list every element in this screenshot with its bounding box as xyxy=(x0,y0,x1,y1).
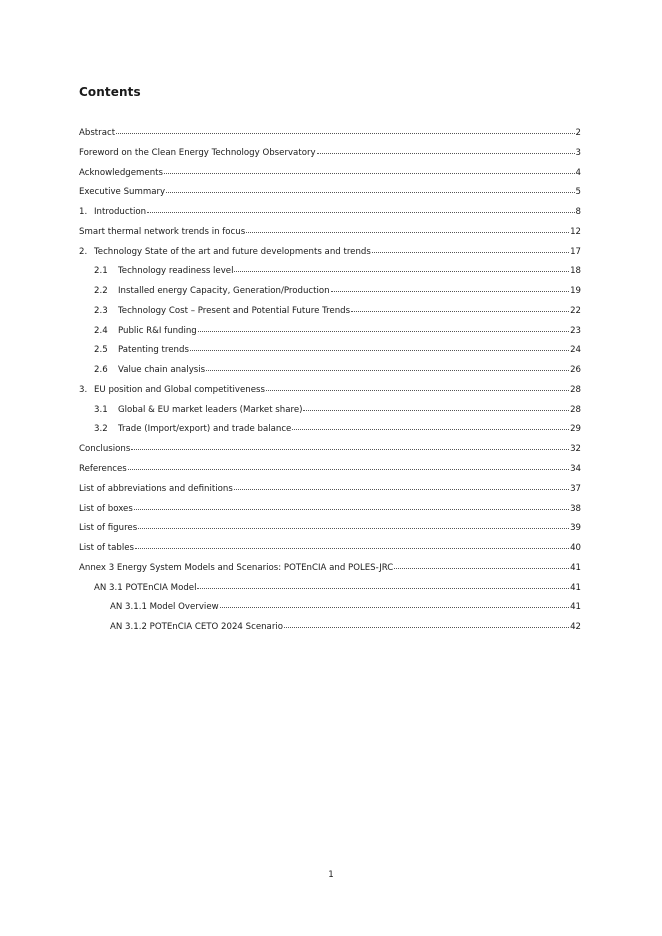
toc-entry-title[interactable]: Value chain analysis xyxy=(118,365,206,376)
contents-heading: Contents xyxy=(79,85,141,99)
toc-dot-leader xyxy=(206,370,569,371)
toc-entry[interactable] xyxy=(79,462,581,482)
toc-entry-title[interactable]: Executive Summary xyxy=(79,187,166,198)
toc-entry-title[interactable]: Foreword on the Clean Energy Technology Observatory xyxy=(79,147,316,158)
toc-dot-leader xyxy=(266,390,569,391)
toc-entry-page[interactable]: 4 xyxy=(575,167,581,178)
toc-dot-leader xyxy=(234,489,569,490)
toc-entry-title[interactable]: Technology Cost – Present and Potential Future Trends xyxy=(118,305,351,316)
toc-dot-leader xyxy=(164,173,575,174)
toc-entry-title[interactable]: Installed energy Capacity, Generation/Production xyxy=(118,286,330,297)
toc-entry[interactable] xyxy=(79,363,581,383)
toc-entry[interactable] xyxy=(79,422,581,442)
toc-entry-page[interactable]: 38 xyxy=(570,503,581,514)
toc-entry-number: 2.1 xyxy=(94,266,108,277)
toc-entry-title[interactable]: Trade (Import/export) and trade balance xyxy=(118,424,292,435)
toc-entry-title[interactable]: Global & EU market leaders (Market share) xyxy=(118,404,303,415)
toc-entry[interactable] xyxy=(79,185,581,205)
toc-entry-number: 2.2 xyxy=(94,286,108,297)
toc-entry-page[interactable]: 19 xyxy=(570,286,581,297)
toc-entry-page[interactable]: 34 xyxy=(570,464,581,475)
toc-dot-leader xyxy=(292,429,569,430)
toc-entry-page[interactable]: 12 xyxy=(570,226,581,237)
toc-dot-leader xyxy=(166,192,574,193)
toc-entry-page[interactable]: 28 xyxy=(570,384,581,395)
toc-entry-title[interactable]: Patenting trends xyxy=(118,345,189,356)
toc-entry-number: 3. xyxy=(79,384,88,395)
toc-dot-leader xyxy=(394,568,569,569)
toc-entry-page[interactable]: 17 xyxy=(570,246,581,257)
toc-entry-number: 2.4 xyxy=(94,325,108,336)
toc-entry-page[interactable]: 23 xyxy=(570,325,581,336)
toc-entry-title[interactable]: AN 3.1 POTEnCIA Model xyxy=(94,582,197,593)
toc-entry-title[interactable]: Conclusions xyxy=(79,444,131,455)
toc-entry-page[interactable]: 32 xyxy=(570,444,581,455)
toc-entry-page[interactable]: 41 xyxy=(570,602,581,613)
toc-entry[interactable] xyxy=(79,561,581,581)
toc-dot-leader xyxy=(317,153,575,154)
toc-entry-title[interactable]: List of boxes xyxy=(79,503,133,514)
toc-entry-title[interactable]: EU position and Global competitiveness xyxy=(94,384,265,395)
toc-entry[interactable] xyxy=(79,482,581,502)
toc-dot-leader xyxy=(284,627,569,628)
toc-entry-title[interactable]: List of abbreviations and definitions xyxy=(79,483,233,494)
toc-entry-page[interactable]: 42 xyxy=(570,622,581,633)
toc-entry-page[interactable]: 26 xyxy=(570,365,581,376)
toc-entry-page[interactable]: 41 xyxy=(570,562,581,573)
toc-entry-title[interactable]: List of tables xyxy=(79,543,135,554)
toc-entry-page[interactable]: 22 xyxy=(570,305,581,316)
toc-entry-page[interactable]: 28 xyxy=(570,404,581,415)
toc-dot-leader xyxy=(138,528,569,529)
toc-entry-title[interactable]: Introduction xyxy=(94,207,147,218)
toc-entry[interactable] xyxy=(79,600,581,620)
toc-entry-page[interactable]: 18 xyxy=(570,266,581,277)
toc-entry-title[interactable]: References xyxy=(79,464,127,475)
toc-entry[interactable] xyxy=(79,541,581,561)
toc-dot-leader xyxy=(190,350,569,351)
toc-entry-page[interactable]: 3 xyxy=(575,147,581,158)
toc-entry[interactable] xyxy=(79,205,581,225)
page-number: 1 xyxy=(328,870,334,880)
toc-entry[interactable] xyxy=(79,146,581,166)
toc-entry-page[interactable]: 37 xyxy=(570,483,581,494)
toc-dot-leader xyxy=(372,252,569,253)
toc-entry[interactable] xyxy=(79,502,581,522)
toc-entry[interactable] xyxy=(79,304,581,324)
toc-entry-number: 2.5 xyxy=(94,345,108,356)
toc-entry[interactable] xyxy=(79,620,581,640)
toc-dot-leader xyxy=(128,469,569,470)
toc-dot-leader xyxy=(303,410,569,411)
toc-dot-leader xyxy=(134,509,569,510)
toc-entry-title[interactable]: Technology State of the art and future developments and trends xyxy=(94,246,371,257)
toc-entry-page[interactable]: 41 xyxy=(570,582,581,593)
toc-entry[interactable] xyxy=(79,324,581,344)
toc-entry-title[interactable]: List of figures xyxy=(79,523,138,534)
toc-entry[interactable] xyxy=(79,245,581,265)
toc-entry-title[interactable]: Public R&I funding xyxy=(118,325,197,336)
toc-entry-page[interactable]: 39 xyxy=(570,523,581,534)
toc-entry-title[interactable]: Smart thermal network trends in focus xyxy=(79,226,246,237)
toc-dot-leader xyxy=(351,311,569,312)
toc-entry[interactable] xyxy=(79,284,581,304)
toc-entry[interactable] xyxy=(79,383,581,403)
toc-entry-title[interactable]: AN 3.1.1 Model Overview xyxy=(110,602,219,613)
toc-entry-number: 2. xyxy=(79,246,88,257)
toc-entry-number: 1. xyxy=(79,207,88,218)
toc-entry-number: 3.1 xyxy=(94,404,108,415)
toc-entry-number: 2.6 xyxy=(94,365,108,376)
toc-dot-leader xyxy=(147,212,574,213)
toc-dot-leader xyxy=(234,271,569,272)
toc-entry[interactable] xyxy=(79,166,581,186)
toc-entry-title[interactable]: AN 3.1.2 POTEnCIA CETO 2024 Scenario xyxy=(110,622,283,633)
toc-entry-number: 3.2 xyxy=(94,424,108,435)
toc-entry-number: 2.3 xyxy=(94,305,108,316)
toc-entry[interactable] xyxy=(79,403,581,423)
toc-entry-page[interactable]: 5 xyxy=(575,187,581,198)
toc-dot-leader xyxy=(198,331,569,332)
toc-dot-leader xyxy=(135,548,569,549)
toc-entry-title[interactable]: Technology readiness level xyxy=(118,266,234,277)
toc-entry-page[interactable]: 2 xyxy=(575,128,581,138)
toc-dot-leader xyxy=(220,607,569,608)
toc-entry[interactable] xyxy=(79,225,581,245)
toc-entry-page[interactable]: 24 xyxy=(570,345,581,356)
toc-entry[interactable] xyxy=(79,581,581,601)
toc-entry[interactable] xyxy=(79,521,581,541)
toc-entry[interactable] xyxy=(79,126,581,146)
toc-dot-leader xyxy=(131,449,569,450)
toc-entry-title[interactable]: Acknowledgements xyxy=(79,167,163,178)
toc-dot-leader xyxy=(116,133,574,134)
toc-dot-leader xyxy=(246,232,569,233)
toc-entry-page[interactable]: 29 xyxy=(570,424,581,435)
toc-entry-page[interactable]: 8 xyxy=(575,207,581,218)
toc-dot-leader xyxy=(331,291,569,292)
toc-entry-title[interactable]: Abstract xyxy=(79,128,116,138)
toc-entry-title[interactable]: Annex 3 Energy System Models and Scenarios: POTEnCIA and POLES-JRC xyxy=(79,562,394,573)
toc-dot-leader xyxy=(197,588,569,589)
toc-entry[interactable] xyxy=(79,343,581,363)
table-of-contents xyxy=(79,126,581,640)
toc-entry[interactable] xyxy=(79,442,581,462)
toc-entry[interactable] xyxy=(79,264,581,284)
toc-entry-page[interactable]: 40 xyxy=(570,543,581,554)
